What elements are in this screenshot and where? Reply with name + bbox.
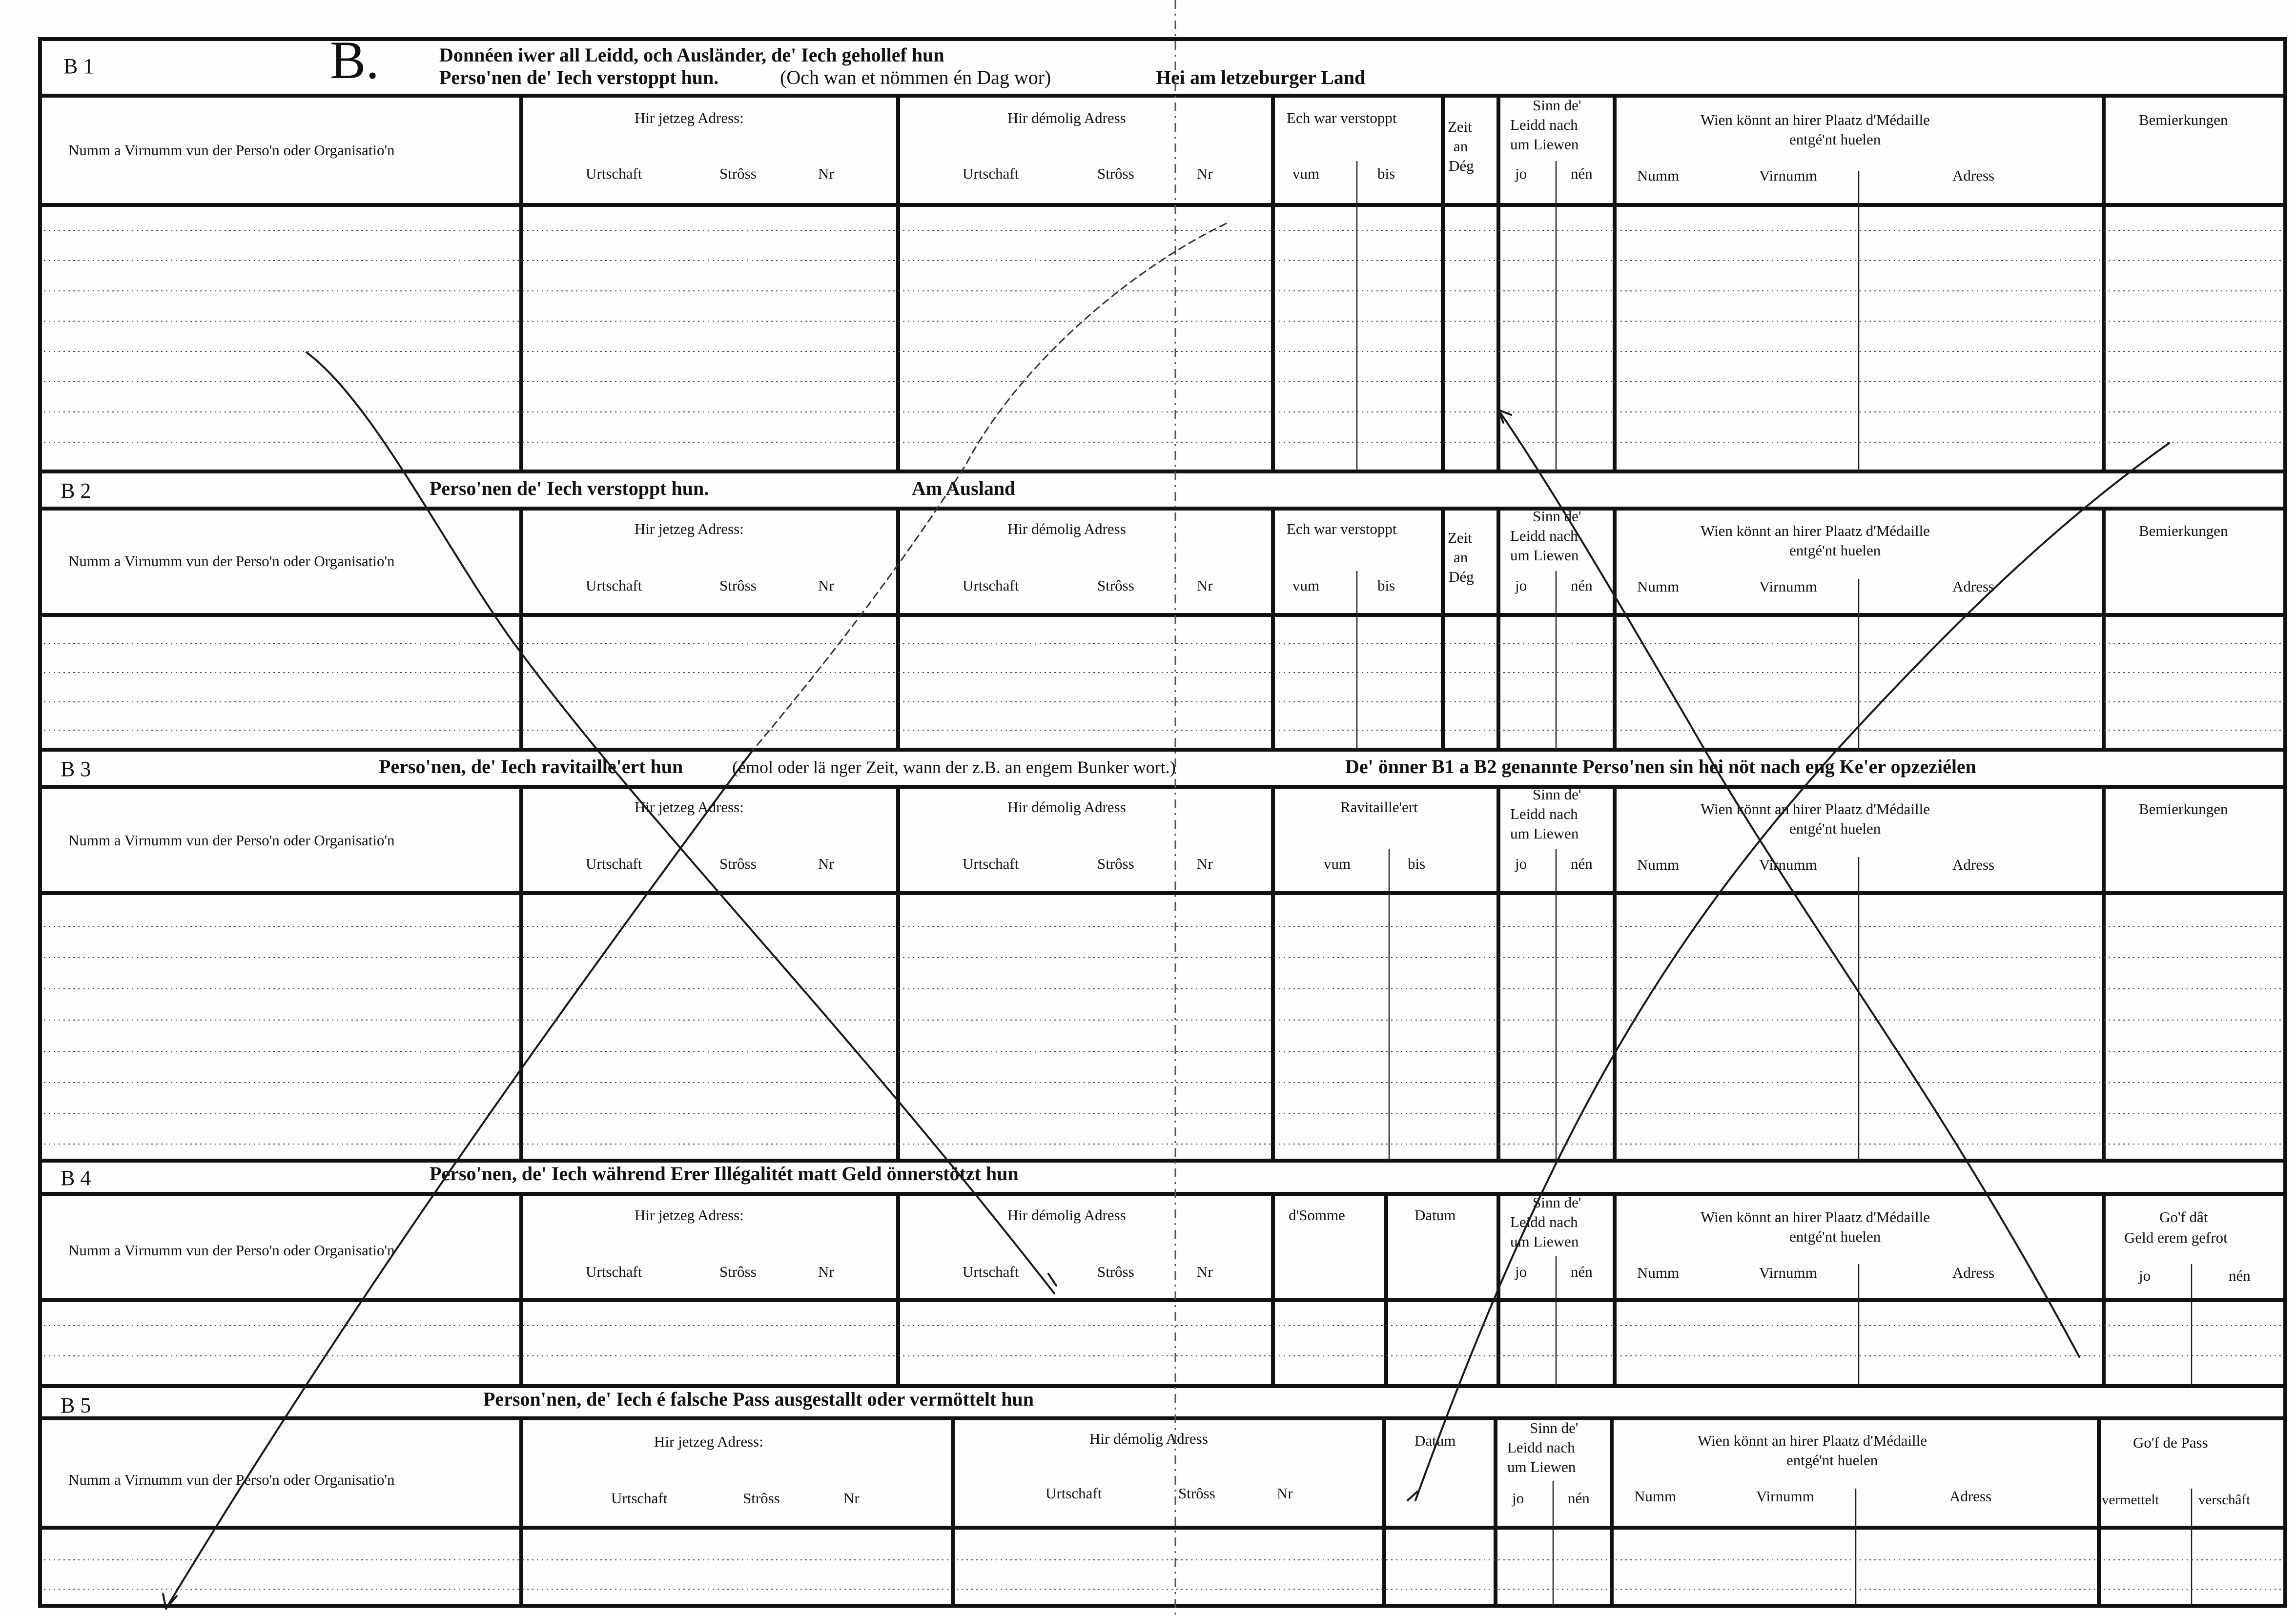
col-issued: verschâft <box>2198 1492 2251 1508</box>
col-name: Numm a Virnumm vun der Perso'n oder Organisatio'n <box>68 1471 395 1488</box>
col-locality: Urtschaft <box>586 855 642 872</box>
col-street: Strôss <box>1097 1263 1134 1280</box>
col-former-address: Hir démolig Adress <box>1007 798 1126 816</box>
col-yes: jo <box>1515 165 1527 182</box>
col-alive: um Liewen <box>1510 825 1579 842</box>
col-medal: Wien könnt an hirer Plaatz d'Médaille <box>1701 111 1930 128</box>
col-alive: um Liewen <box>1510 136 1579 153</box>
col-firstname: Virnumm <box>1759 1264 1817 1281</box>
col-locality: Urtschaft <box>611 1490 668 1507</box>
col-medal: entgé'nt huelen <box>1789 820 1881 837</box>
col-number: Nr <box>818 577 834 594</box>
col-alive: um Liewen <box>1510 1233 1579 1250</box>
col-locality: Urtschaft <box>586 165 642 182</box>
col-number: Nr <box>1197 165 1213 182</box>
col-alive: Sinn de' <box>1533 786 1581 803</box>
col-number: Nr <box>1197 1263 1213 1280</box>
col-current-address: Hir jetzeg Adress: <box>635 109 744 126</box>
col-locality: Urtschaft <box>963 1263 1019 1280</box>
section-note: (Och wan et nömmen én Dag wor) <box>780 66 1051 88</box>
col-time: Dég <box>1449 568 1474 585</box>
col-number: Nr <box>1197 855 1213 872</box>
col-alive: Leidd nach <box>1507 1439 1575 1456</box>
col-hidden: Ech war verstoppt <box>1287 520 1397 537</box>
col-street: Strôss <box>1178 1485 1215 1502</box>
col-yes: jo <box>2139 1267 2151 1284</box>
column-dividers <box>521 1418 2192 1606</box>
col-address: Adress <box>1952 578 1995 595</box>
col-medal: Wien könnt an hirer Plaatz d'Médaille <box>1701 1208 1930 1226</box>
col-amount: d'Somme <box>1289 1207 1345 1224</box>
col-former-address: Hir démolig Adress <box>1007 520 1126 537</box>
col-yes: jo <box>1515 577 1527 594</box>
col-locality: Urtschaft <box>586 577 642 594</box>
col-medal: entgé'nt huelen <box>1789 131 1881 148</box>
col-no: nén <box>1571 855 1593 872</box>
col-medal: entgé'nt huelen <box>1786 1452 1878 1469</box>
col-time: an <box>1454 549 1468 566</box>
col-date: Datum <box>1414 1207 1456 1224</box>
col-alive: um Liewen <box>1510 547 1579 564</box>
col-current-address: Hir jetzeg Adress: <box>635 1207 744 1224</box>
col-no: nén <box>2229 1267 2251 1284</box>
col-no: nén <box>1571 165 1593 182</box>
col-street: Strôss <box>719 577 757 594</box>
section-place: Hei am letzeburger Land <box>1156 66 1366 88</box>
col-hidden: Ech war verstoppt <box>1287 109 1397 126</box>
col-surname: Numm <box>1637 167 1680 184</box>
section-b5 <box>44 1388 2282 1606</box>
col-surname: Numm <box>1637 578 1680 595</box>
col-firstname: Virnumm <box>1759 856 1817 873</box>
col-number: Nr <box>818 165 834 182</box>
col-remarks: Bemierkungen <box>2139 522 2228 539</box>
col-former-address: Hir démolig Adress <box>1007 1207 1126 1224</box>
col-street: Strôss <box>1097 577 1134 594</box>
col-street: Strôss <box>1097 165 1134 182</box>
col-number: Nr <box>1197 577 1213 594</box>
col-time: an <box>1454 138 1468 155</box>
col-current-address: Hir jetzeg Adress: <box>635 520 744 537</box>
entry-rows <box>44 926 2282 1144</box>
section-code: B 1 <box>63 54 94 78</box>
col-time: Dég <box>1449 157 1474 174</box>
col-address: Adress <box>1949 1488 1992 1505</box>
col-number: Nr <box>1277 1485 1293 1502</box>
col-former-address: Hir démolig Adress <box>1089 1430 1208 1447</box>
col-remarks: Bemierkungen <box>2139 800 2228 818</box>
col-from: vum <box>1292 577 1320 594</box>
col-street: Strôss <box>719 1263 757 1280</box>
col-address: Adress <box>1952 1264 1995 1281</box>
col-supplied: Ravitaille'ert <box>1340 798 1418 816</box>
col-date: Datum <box>1414 1432 1456 1449</box>
col-name: Numm a Virnumm vun der Perso'n oder Organisatio'n <box>68 142 395 159</box>
col-name: Numm a Virnumm vun der Perso'n oder Organisatio'n <box>68 1242 395 1259</box>
section-code: B 3 <box>61 757 91 781</box>
col-current-address: Hir jetzeg Adress: <box>654 1433 763 1450</box>
col-alive: Leidd nach <box>1510 527 1578 544</box>
col-current-address: Hir jetzeg Adress: <box>635 798 744 816</box>
col-locality: Urtschaft <box>963 165 1019 182</box>
col-time: Zeit <box>1448 118 1472 135</box>
col-firstname: Virnumm <box>1756 1488 1814 1505</box>
col-firstname: Virnumm <box>1759 167 1817 184</box>
section-b3 <box>44 756 2282 1161</box>
section-title: Perso'nen de' Iech verstoppt hun. <box>439 66 719 88</box>
section-title: Donnéen iwer all Leidd, och Ausländer, de' Iech gehollef hun <box>439 44 944 66</box>
col-gift: Geld erem gefrot <box>2124 1229 2228 1246</box>
col-surname: Numm <box>1637 856 1680 873</box>
col-street: Strôss <box>719 855 757 872</box>
col-time: Zeit <box>1448 529 1472 546</box>
col-surname: Numm <box>1637 1264 1680 1281</box>
col-alive: Sinn de' <box>1533 1194 1581 1211</box>
column-dividers <box>521 1194 2192 1386</box>
col-number: Nr <box>818 855 834 872</box>
col-no: nén <box>1571 1263 1593 1280</box>
col-to: bis <box>1377 165 1395 182</box>
col-locality: Urtschaft <box>586 1263 642 1280</box>
col-name: Numm a Virnumm vun der Perso'n oder Organisatio'n <box>68 552 395 570</box>
col-alive: Leidd nach <box>1510 805 1578 822</box>
col-locality: Urtschaft <box>963 577 1019 594</box>
col-name: Numm a Virnumm vun der Perso'n oder Organisatio'n <box>68 832 395 849</box>
col-street: Strôss <box>719 165 757 182</box>
section-place: Am Ausland <box>912 477 1016 499</box>
col-from: vum <box>1292 165 1320 182</box>
col-to: bis <box>1408 855 1426 872</box>
entry-rows <box>44 1326 2282 1356</box>
col-medal: Wien könnt an hirer Plaatz d'Médaille <box>1698 1432 1927 1449</box>
form-frame <box>40 39 2285 1606</box>
col-alive: Sinn de' <box>1530 1419 1578 1436</box>
col-address: Adress <box>1952 856 1995 873</box>
col-yes: jo <box>1515 1263 1527 1280</box>
col-street: Strôss <box>1097 855 1134 872</box>
section-title: Perso'nen de' Iech verstoppt hun. <box>430 477 709 499</box>
col-gift: Go'f dât <box>2159 1208 2208 1226</box>
col-street: Strôss <box>743 1490 780 1507</box>
col-yes: jo <box>1515 855 1527 872</box>
col-medal: Wien könnt an hirer Plaatz d'Médaille <box>1701 522 1930 539</box>
column-dividers <box>521 96 2104 471</box>
col-medal: entgé'nt huelen <box>1789 1228 1881 1245</box>
col-yes: jo <box>1512 1490 1524 1507</box>
col-alive: Leidd nach <box>1510 1213 1578 1230</box>
section-extra: De' önner B1 a B2 genannte Perso'nen sin hei nöt nach eng Ke'er opzeziélen <box>1345 756 1976 777</box>
col-no: nén <box>1571 577 1593 594</box>
entry-rows <box>44 1560 2282 1589</box>
col-number: Nr <box>843 1490 860 1507</box>
col-remarks: Bemierkungen <box>2139 111 2228 128</box>
column-dividers <box>521 787 2104 1161</box>
col-to: bis <box>1377 577 1395 594</box>
col-firstname: Virnumm <box>1759 578 1817 595</box>
section-code: B 4 <box>61 1166 91 1190</box>
col-medal: entgé'nt huelen <box>1789 542 1881 559</box>
col-medal: Wien könnt an hirer Plaatz d'Médaille <box>1701 800 1930 818</box>
entry-rows <box>44 643 2282 730</box>
section-title: Person'nen, de' Iech é falsche Pass ausgestallt oder vermöttelt hun <box>483 1388 1034 1410</box>
col-locality: Urtschaft <box>963 855 1019 872</box>
col-locality: Urtschaft <box>1046 1485 1102 1502</box>
form-letter: B. <box>330 30 379 90</box>
col-from: vum <box>1324 855 1351 872</box>
col-number: Nr <box>818 1263 834 1280</box>
col-former-address: Hir démolig Adress <box>1007 109 1126 126</box>
col-arranged: vermettelt <box>2102 1492 2159 1508</box>
col-alive: um Liewen <box>1507 1458 1576 1475</box>
section-title: Perso'nen, de' Iech während Erer Illégalitét matt Geld önnerstötzt hun <box>430 1163 1019 1185</box>
col-alive: Sinn de' <box>1533 97 1581 114</box>
col-surname: Numm <box>1634 1488 1677 1505</box>
entry-rows <box>44 230 2282 442</box>
col-no: nén <box>1568 1490 1590 1507</box>
pen-strikethrough-marks <box>163 224 2169 1609</box>
section-code: B 2 <box>61 479 91 503</box>
section-title: Perso'nen, de' Iech ravitaille'ert hun <box>379 756 683 777</box>
col-alive: Leidd nach <box>1510 116 1578 133</box>
col-gave-pass: Go'f de Pass <box>2133 1434 2208 1451</box>
col-address: Adress <box>1952 167 1995 184</box>
section-note: (émol oder lä nger Zeit, wann der z.B. an engem Bunker wort.) <box>732 757 1176 777</box>
col-alive: Sinn de' <box>1533 508 1581 525</box>
section-code: B 5 <box>61 1393 91 1417</box>
